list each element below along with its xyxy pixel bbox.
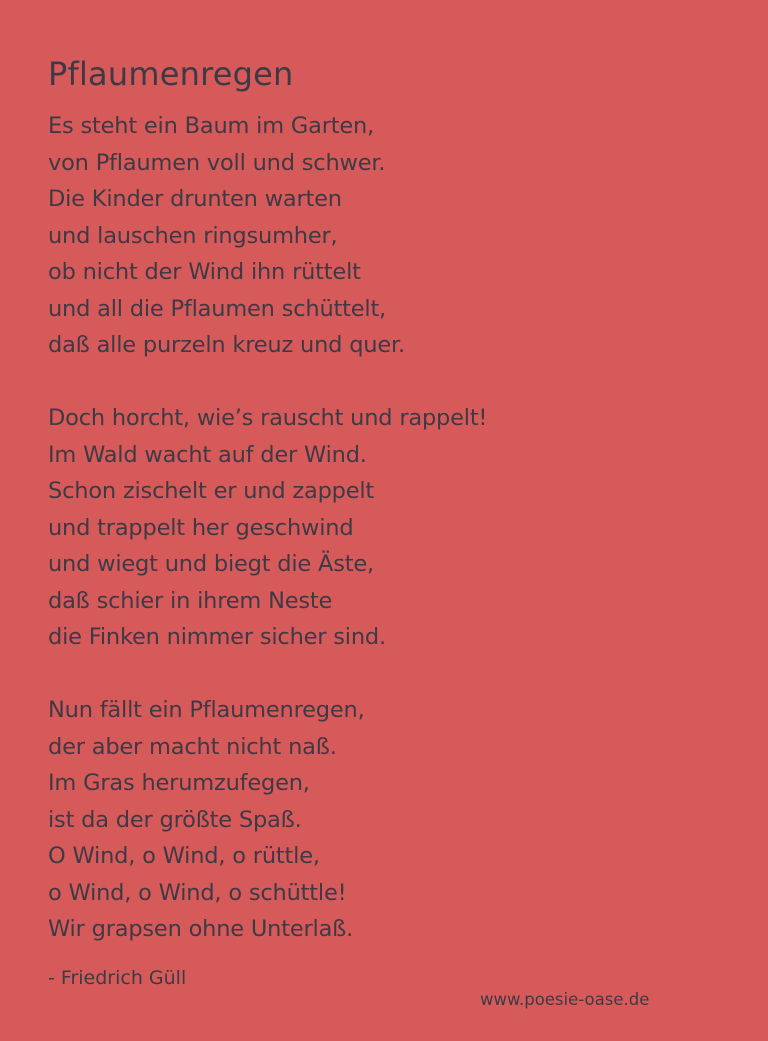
poem-line: ob nicht der Wind ihn rüttelt	[48, 259, 361, 285]
poem-line: und wiegt und biegt die Äste,	[48, 551, 374, 577]
poem-line: und trappelt her geschwind	[48, 514, 354, 541]
poem-line: ist da der größte Spaß.	[48, 806, 302, 833]
poem-line: und all die Pflaumen schüttelt,	[48, 295, 387, 322]
poem-line: daß schier in ihrem Neste	[48, 587, 333, 614]
poem-line: der aber macht nicht naß.	[48, 733, 337, 760]
poem-body	[48, 108, 487, 984]
stanza-1	[48, 108, 487, 364]
poem-author: - Friedrich Güll	[48, 967, 187, 989]
poem-title: Pflaumenregen	[48, 55, 294, 93]
poem-line: von Pflaumen voll und schwer.	[48, 149, 386, 176]
poem-line: Die Kinder drunten warten	[48, 186, 342, 212]
poem-line: o Wind, o Wind, o schüttle!	[48, 879, 347, 906]
poem-line: Nun fällt ein Pflaumenregen,	[48, 697, 365, 723]
poem-line: Es steht ein Baum im Garten,	[48, 113, 375, 139]
poem-line: Wir grapsen ohne Unterlaß.	[48, 916, 354, 942]
poem-line: O Wind, o Wind, o rüttle,	[48, 843, 320, 869]
poem-line: die Finken nimmer sicher sind.	[48, 624, 386, 650]
poem-line: Im Wald wacht auf der Wind.	[48, 441, 367, 468]
website-credit: www.poesie-oase.de	[480, 990, 650, 1009]
stanza-3	[48, 692, 487, 948]
poem-line: Doch horcht, wie’s rauscht und rappelt!	[48, 405, 488, 431]
poem-line: und lauschen ringsumher,	[48, 222, 338, 249]
poem-line: Im Gras herumzufegen,	[48, 770, 310, 796]
stanza-2	[48, 400, 487, 656]
poem-line: Schon zischelt er und zappelt	[48, 478, 375, 504]
poem-line: daß alle purzeln kreuz und quer.	[48, 332, 405, 358]
